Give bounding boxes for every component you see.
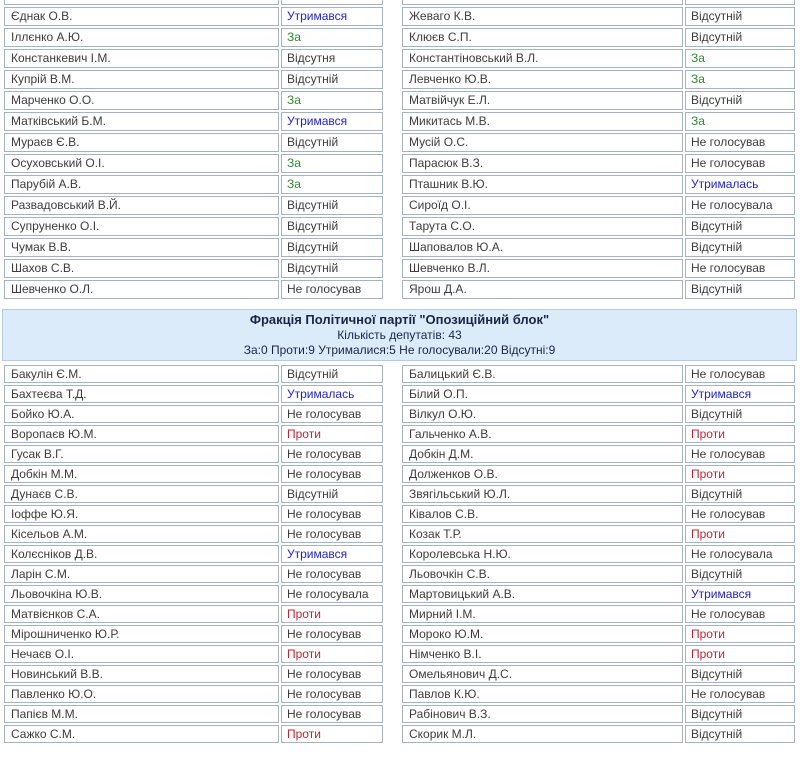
- deputy-row: [402, 665, 795, 683]
- vote-status-cell: За: [685, 49, 795, 68]
- deputy-name-cell: Гусак В.Г.: [4, 445, 279, 463]
- deputy-row: [402, 565, 795, 583]
- deputy-row: [402, 485, 795, 503]
- vote-status-cell: Проти: [685, 525, 795, 543]
- fraction-vote-summary: За:0 Проти:9 Утрималися:5 Не голосували:20 Відсутні:9: [243, 343, 556, 357]
- vote-status-cell: Відсутній: [685, 217, 795, 236]
- deputy-row: [402, 465, 795, 483]
- deputy-row: [4, 605, 383, 623]
- deputy-row: [4, 28, 383, 47]
- deputy-name-cell: Рабінович В.З.: [402, 705, 683, 723]
- vote-status-cell: Не голосував: [685, 365, 795, 383]
- deputy-name-cell: Мураєв Є.В.: [4, 133, 279, 152]
- vote-status-cell: Утримався: [281, 7, 383, 26]
- deputy-name-cell: Павлов К.Ю.: [402, 685, 683, 703]
- deputy-name-cell: Констанкевич І.М.: [4, 49, 279, 68]
- deputy-name-cell: Супруненко О.І.: [4, 217, 279, 236]
- deputy-row: [402, 259, 795, 278]
- deputy-name-cell: Матківський Б.М.: [4, 112, 279, 131]
- deputy-name-cell: Пташник В.Ю.: [402, 175, 683, 194]
- deputy-name-cell: Шаповалов Ю.А.: [402, 238, 683, 257]
- deputy-name-cell: Левченко Ю.В.: [402, 70, 683, 89]
- vote-status-cell: Проти: [281, 725, 383, 743]
- vote-status-cell: Відсутній: [685, 665, 795, 683]
- deputy-name-cell: Микитась М.В.: [402, 112, 683, 131]
- vote-status-cell: За: [685, 70, 795, 89]
- vote-status-cell: Не голосував: [281, 565, 383, 583]
- deputy-row: [4, 725, 383, 743]
- deputy-name-cell: Колєсніков Д.В.: [4, 545, 279, 563]
- vote-status-cell: Проти: [281, 425, 383, 443]
- deputy-name-cell: Жеваго К.В.: [402, 7, 683, 26]
- bottom-vote-section: [0, 363, 800, 745]
- deputy-row: [4, 385, 383, 403]
- deputy-name-cell: Вілкул О.Ю.: [402, 405, 683, 423]
- vote-status-cell: Проти: [685, 465, 795, 483]
- vote-status-cell: Не голосував: [685, 685, 795, 703]
- deputy-row: [402, 238, 795, 257]
- deputy-row: [402, 585, 795, 603]
- vote-status-cell: Проти: [685, 625, 795, 643]
- deputy-row: [4, 445, 383, 463]
- vote-status-cell: Не голосував: [281, 405, 383, 423]
- deputy-row: [402, 365, 795, 383]
- deputy-row: [4, 217, 383, 236]
- deputy-name-cell: Константіновський В.Л.: [402, 49, 683, 68]
- vote-status-cell: За: [685, 112, 795, 131]
- deputy-row: [4, 91, 383, 110]
- deputy-name-cell: Воропаєв Ю.М.: [4, 425, 279, 443]
- vote-status-cell: Відсутній: [685, 91, 795, 110]
- deputy-name-cell: Осуховський О.І.: [4, 154, 279, 173]
- deputy-row: [4, 585, 383, 603]
- deputy-row: [4, 425, 383, 443]
- deputy-row: [402, 625, 795, 643]
- deputy-row: [4, 7, 383, 26]
- deputy-row: [402, 28, 795, 47]
- vote-status-cell: Не голосував: [685, 505, 795, 523]
- vote-status-cell: Відсутній: [281, 133, 383, 152]
- deputy-row: [402, 505, 795, 523]
- vote-status-cell: Відсутній: [685, 280, 795, 299]
- deputy-name-cell: Іоффе Ю.Я.: [4, 505, 279, 523]
- vote-status-cell: Утримався: [281, 545, 383, 563]
- vote-status-cell: Відсутній: [281, 485, 383, 503]
- deputy-name-cell: Королевська Н.Ю.: [402, 545, 683, 563]
- deputy-row: [402, 91, 795, 110]
- deputy-name-cell: Звягільський Ю.Л.: [402, 485, 683, 503]
- deputy-row: [4, 505, 383, 523]
- deputy-name-cell: Чумак В.В.: [4, 238, 279, 257]
- deputy-row: [402, 7, 795, 26]
- vote-status-cell: Відсутній: [281, 217, 383, 236]
- clipped-row: [402, 0, 795, 5]
- deputy-name-cell: Мороко Ю.М.: [402, 625, 683, 643]
- top-vote-section: [0, 0, 800, 301]
- deputy-row: [4, 485, 383, 503]
- vote-status-cell: Утримався: [685, 585, 795, 603]
- vote-status-cell: Проти: [685, 645, 795, 663]
- deputy-row: [4, 405, 383, 423]
- deputy-row: [4, 645, 383, 663]
- deputy-name-cell: Сажко С.М.: [4, 725, 279, 743]
- vote-status-cell: Не голосував: [281, 705, 383, 723]
- vote-table-bottom-left: [2, 363, 385, 745]
- deputy-name-cell: Нечаєв О.І.: [4, 645, 279, 663]
- deputy-row: [402, 545, 795, 563]
- deputy-row: [402, 705, 795, 723]
- deputy-name-cell: Льовочкін С.В.: [402, 565, 683, 583]
- vote-status-cell: Не голосував: [281, 505, 383, 523]
- deputy-name-cell: Скорик М.Л.: [402, 725, 683, 743]
- deputy-row: [4, 259, 383, 278]
- deputy-name-cell: Мірошниченко Ю.Р.: [4, 625, 279, 643]
- vote-status-cell: Відсутній: [685, 485, 795, 503]
- vote-status-cell: Відсутній: [281, 259, 383, 278]
- deputy-row: [402, 425, 795, 443]
- vote-status-cell: Не голосував: [281, 685, 383, 703]
- deputy-name-cell: Ярош Д.А.: [402, 280, 683, 299]
- deputy-name-cell: Клюєв С.П.: [402, 28, 683, 47]
- deputy-row: [4, 133, 383, 152]
- vote-status-cell: Не голосував: [685, 605, 795, 623]
- deputy-row: [4, 625, 383, 643]
- deputy-name-cell: Іллєнко А.Ю.: [4, 28, 279, 47]
- vote-status-cell: Не голосувала: [685, 545, 795, 563]
- deputy-row: [402, 175, 795, 194]
- vote-status-cell: Відсутній: [685, 7, 795, 26]
- vote-status-cell: Не голосував: [281, 625, 383, 643]
- deputy-row: [4, 175, 383, 194]
- deputy-name-cell: Марченко О.О.: [4, 91, 279, 110]
- vote-status-cell: Відсутній: [281, 70, 383, 89]
- deputy-row: [402, 154, 795, 173]
- deputy-name-cell: Дунаєв С.В.: [4, 485, 279, 503]
- deputy-row: [4, 112, 383, 131]
- fraction-deputies-count: Кількість депутатів: 43: [337, 328, 462, 342]
- deputy-name-cell: Омельянович Д.С.: [402, 665, 683, 683]
- deputy-row: [402, 525, 795, 543]
- deputy-name-cell: Парасюк В.З.: [402, 154, 683, 173]
- vote-status-cell: Утримався: [281, 112, 383, 131]
- vote-status-cell: Відсутній: [685, 405, 795, 423]
- vote-status-cell: Не голосував: [685, 133, 795, 152]
- deputy-name-cell: Матвійчук Е.Л.: [402, 91, 683, 110]
- deputy-row: [4, 154, 383, 173]
- vote-status-cell: Відсутній: [685, 725, 795, 743]
- vote-status-cell: За: [281, 175, 383, 194]
- vote-status-cell: Утримався: [685, 385, 795, 403]
- deputy-row: [4, 49, 383, 68]
- deputy-row: [4, 238, 383, 257]
- deputy-name-cell: Бакулін Є.М.: [4, 365, 279, 383]
- vote-status-cell: Не голосував: [281, 280, 383, 299]
- deputy-row: [402, 49, 795, 68]
- vote-status-cell: Відсутній: [685, 238, 795, 257]
- vote-status-cell: Проти: [281, 645, 383, 663]
- vote-status-cell: За: [281, 28, 383, 47]
- deputy-row: [402, 445, 795, 463]
- vote-status-cell: Відсутній: [685, 565, 795, 583]
- deputy-name-cell: Ларін С.М.: [4, 565, 279, 583]
- vote-status-cell: Не голосувала: [281, 585, 383, 603]
- vote-status-cell: Не голосував: [281, 445, 383, 463]
- deputy-name-cell: Парубій А.В.: [4, 175, 279, 194]
- vote-status-cell: Відсутня: [281, 49, 383, 68]
- deputy-name-cell: Матвієнков С.А.: [4, 605, 279, 623]
- deputy-name-cell: Мартовицький А.В.: [402, 585, 683, 603]
- vote-status-cell: За: [281, 91, 383, 110]
- deputy-row: [4, 196, 383, 215]
- deputy-name-cell: Німченко В.І.: [402, 645, 683, 663]
- vote-table-bottom-right: [400, 363, 797, 745]
- vote-status-cell: Відсутній: [685, 28, 795, 47]
- deputy-row: [402, 405, 795, 423]
- fraction-title: Фракція Політичної партії "Опозиційний блок": [249, 312, 550, 327]
- deputy-name-cell: Сироїд О.І.: [402, 196, 683, 215]
- deputy-row: [4, 565, 383, 583]
- deputy-name-cell: Білий О.П.: [402, 385, 683, 403]
- deputy-row: [402, 196, 795, 215]
- vote-status-cell: Відсутній: [685, 705, 795, 723]
- deputy-name-cell: Кісельов А.М.: [4, 525, 279, 543]
- deputy-row: [4, 705, 383, 723]
- deputy-name-cell: Козак Т.Р.: [402, 525, 683, 543]
- deputy-row: [402, 70, 795, 89]
- deputy-row: [4, 365, 383, 383]
- deputy-row: [4, 465, 383, 483]
- deputy-row: [402, 112, 795, 131]
- deputy-row: [402, 725, 795, 743]
- deputy-name-cell: Шевченко В.Л.: [402, 259, 683, 278]
- deputy-row: [402, 280, 795, 299]
- deputy-name-cell: Єднак О.В.: [4, 7, 279, 26]
- deputy-row: [4, 545, 383, 563]
- deputy-name-cell: Тарута С.О.: [402, 217, 683, 236]
- vote-status-cell: Не голосував: [281, 525, 383, 543]
- deputy-row: [4, 685, 383, 703]
- deputy-row: [4, 665, 383, 683]
- vote-status-cell: Проти: [685, 425, 795, 443]
- deputy-name-cell: Бойко Ю.А.: [4, 405, 279, 423]
- vote-status-cell: Не голосував: [281, 665, 383, 683]
- vote-status-cell: За: [281, 154, 383, 173]
- fraction-header: [2, 309, 797, 361]
- vote-status-cell: Утрималась: [685, 175, 795, 194]
- vote-table-top-left: [2, 0, 385, 301]
- deputy-name-cell: Новинський В.В.: [4, 665, 279, 683]
- vote-status-cell: Відсутній: [281, 238, 383, 257]
- vote-status-cell: Відсутній: [281, 196, 383, 215]
- vote-status-cell: Не голосував: [685, 154, 795, 173]
- deputy-name-cell: Мусій О.С.: [402, 133, 683, 152]
- vote-table-top-right: [400, 0, 797, 301]
- deputy-row: [4, 525, 383, 543]
- deputy-name-cell: Балицький Є.В.: [402, 365, 683, 383]
- deputy-row: [402, 685, 795, 703]
- vote-status-cell: Не голосував: [685, 445, 795, 463]
- deputy-name-cell: Шевченко О.Л.: [4, 280, 279, 299]
- deputy-name-cell: Мирний І.М.: [402, 605, 683, 623]
- deputy-row: [402, 645, 795, 663]
- deputy-name-cell: Добкін М.М.: [4, 465, 279, 483]
- vote-status-cell: Не голосувала: [685, 196, 795, 215]
- deputy-name-cell: Папієв М.М.: [4, 705, 279, 723]
- deputy-name-cell: Добкін Д.М.: [402, 445, 683, 463]
- deputy-name-cell: Льовочкіна Ю.В.: [4, 585, 279, 603]
- deputy-row: [402, 217, 795, 236]
- vote-status-cell: Утрималась: [281, 385, 383, 403]
- deputy-row: [4, 70, 383, 89]
- deputy-name-cell: Развадовський В.Й.: [4, 196, 279, 215]
- vote-status-cell: Відсутній: [281, 365, 383, 383]
- deputy-name-cell: Долженков О.В.: [402, 465, 683, 483]
- deputy-name-cell: Бахтеєва Т.Д.: [4, 385, 279, 403]
- vote-status-cell: Не голосував: [685, 259, 795, 278]
- deputy-name-cell: Гальченко А.В.: [402, 425, 683, 443]
- vote-status-cell: Не голосував: [281, 465, 383, 483]
- deputy-name-cell: Ківалов С.В.: [402, 505, 683, 523]
- vote-status-cell: Проти: [281, 605, 383, 623]
- deputy-name-cell: Купрій В.М.: [4, 70, 279, 89]
- deputy-name-cell: Павленко Ю.О.: [4, 685, 279, 703]
- deputy-row: [402, 133, 795, 152]
- deputy-row: [402, 605, 795, 623]
- deputy-row: [402, 385, 795, 403]
- deputy-row: [4, 280, 383, 299]
- clipped-row: [4, 0, 383, 5]
- deputy-name-cell: Шахов С.В.: [4, 259, 279, 278]
